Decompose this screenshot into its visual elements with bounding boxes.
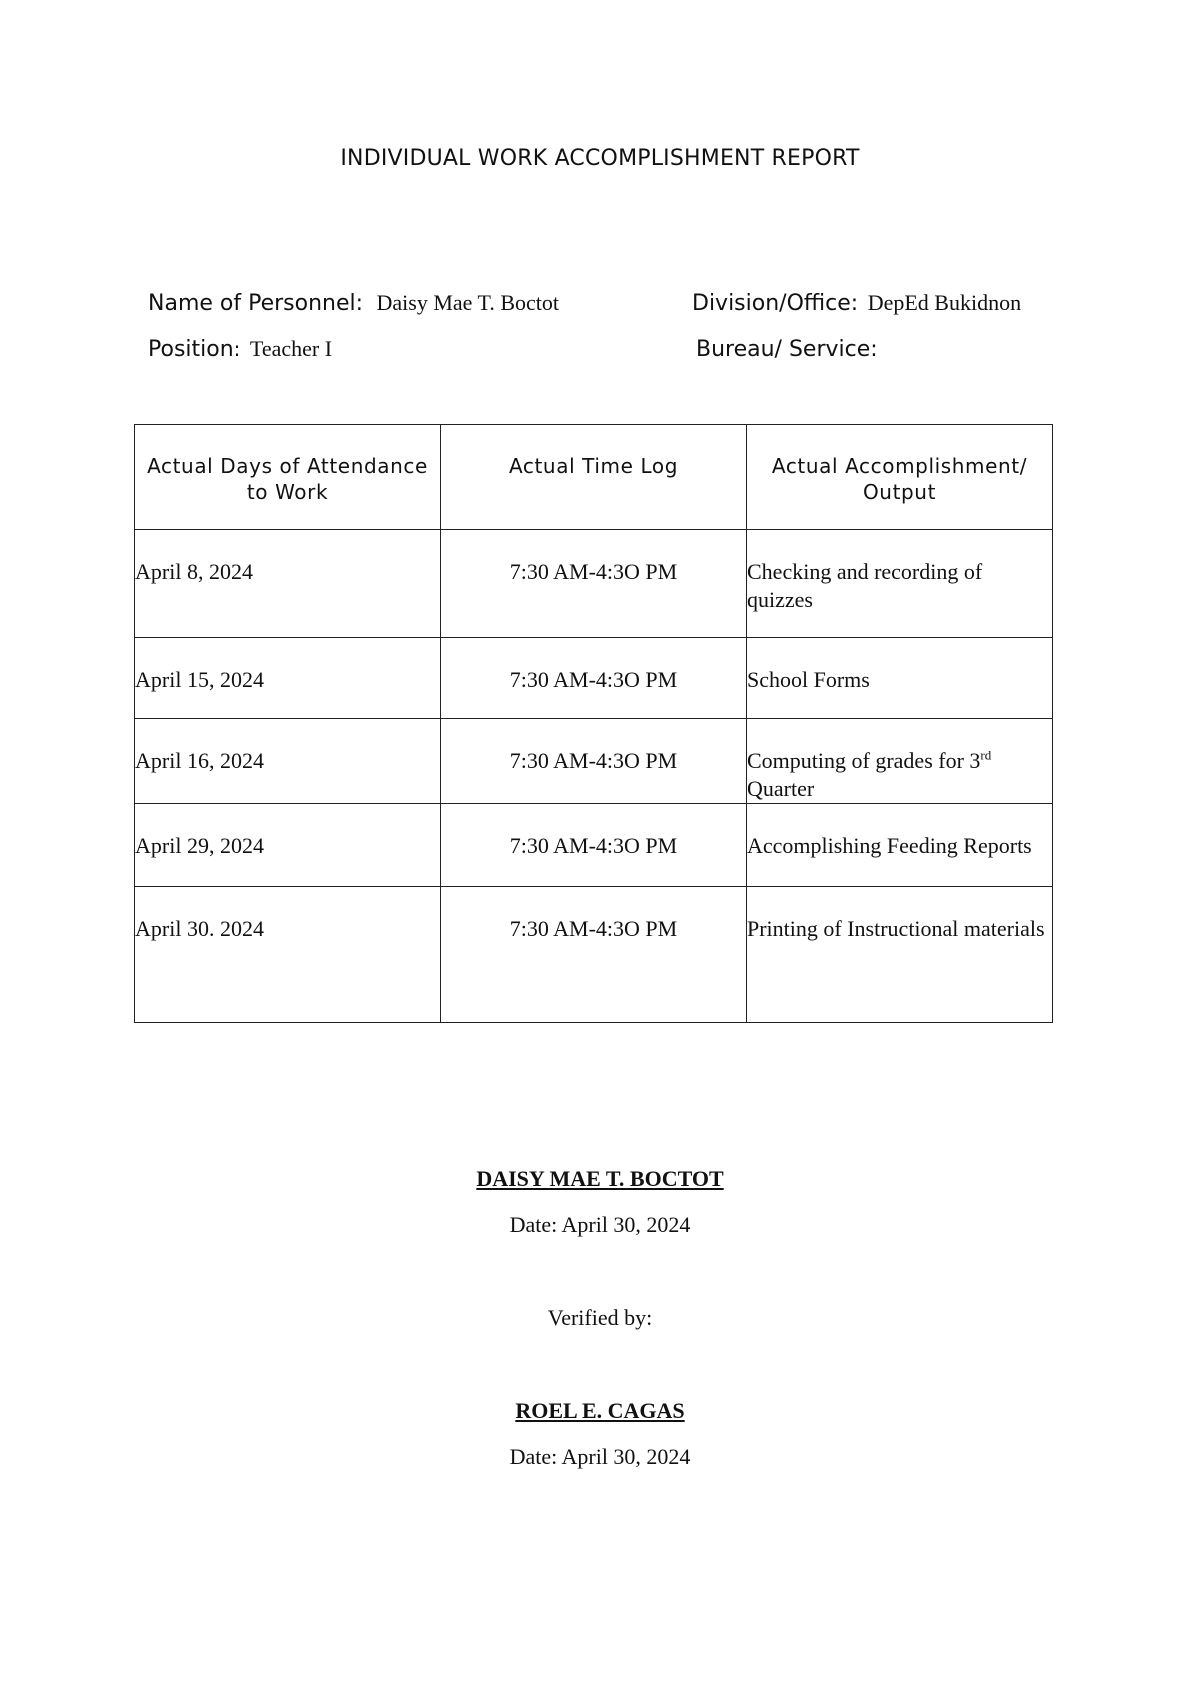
column-header-time-log: Actual Time Log: [441, 425, 747, 530]
ordinal-suffix: rd: [980, 747, 992, 763]
time-cell: 7:30 AM-4:3O PM: [441, 804, 747, 887]
position-colon: :: [233, 337, 241, 361]
name-label: Name of Personnel:: [148, 291, 364, 316]
date-cell: April 30. 2024: [135, 887, 441, 1023]
output-cell: Checking and recording of quizzes: [747, 530, 1053, 638]
verified-by-label: Verified by:: [547, 1305, 653, 1330]
date-cell: April 16, 2024: [135, 719, 441, 804]
table-row: [135, 887, 1053, 1023]
preparer-name: DAISY MAE T. BOCTOT: [476, 1166, 724, 1191]
position-label: Position: [148, 337, 234, 362]
output-cell: Printing of Instructional materials: [747, 887, 1053, 1023]
division-label: Division/Office:: [692, 291, 859, 316]
division-value: DepEd Bukidnon: [867, 290, 1022, 315]
date-cell: April 8, 2024: [135, 530, 441, 638]
time-cell: 7:30 AM-4:3O PM: [441, 638, 747, 719]
time-cell: 7:30 AM-4:3O PM: [441, 719, 747, 804]
preparer-date: Date: April 30, 2024: [509, 1212, 691, 1237]
output-cell: [747, 719, 1053, 804]
verifier-date: Date: April 30, 2024: [509, 1444, 691, 1469]
column-header-output: Actual Accomplishment/ Output: [747, 425, 1053, 530]
date-cell: April 29, 2024: [135, 804, 441, 887]
date-cell: April 15, 2024: [135, 638, 441, 719]
table-row: [135, 804, 1053, 887]
position-row: [148, 336, 332, 362]
column-header-days: Actual Days of Attendance to Work: [135, 425, 441, 530]
bureau-label: Bureau/ Service:: [696, 337, 878, 362]
table-row: [135, 719, 1053, 804]
table-header-row: [135, 425, 1053, 530]
page-title: INDIVIDUAL WORK ACCOMPLISHMENT REPORT: [340, 146, 860, 171]
name-of-personnel-row: [148, 290, 559, 316]
time-cell: 7:30 AM-4:3O PM: [441, 530, 747, 638]
position-value: Teacher I: [249, 336, 333, 361]
name-value: Daisy Mae T. Boctot: [376, 290, 560, 315]
time-cell: 7:30 AM-4:3O PM: [441, 887, 747, 1023]
output-text-end: Quarter: [747, 776, 815, 801]
table-row: [135, 530, 1053, 638]
output-cell: Accomplishing Feeding Reports: [747, 804, 1053, 887]
verifier-name: ROEL E. CAGAS: [515, 1398, 685, 1423]
division-row: [692, 290, 1021, 316]
accomplishment-table: [134, 424, 1053, 1023]
table-row: [135, 638, 1053, 719]
output-text: Computing of grades for 3: [747, 748, 981, 773]
output-cell: School Forms: [747, 638, 1053, 719]
bureau-row: [696, 336, 878, 362]
